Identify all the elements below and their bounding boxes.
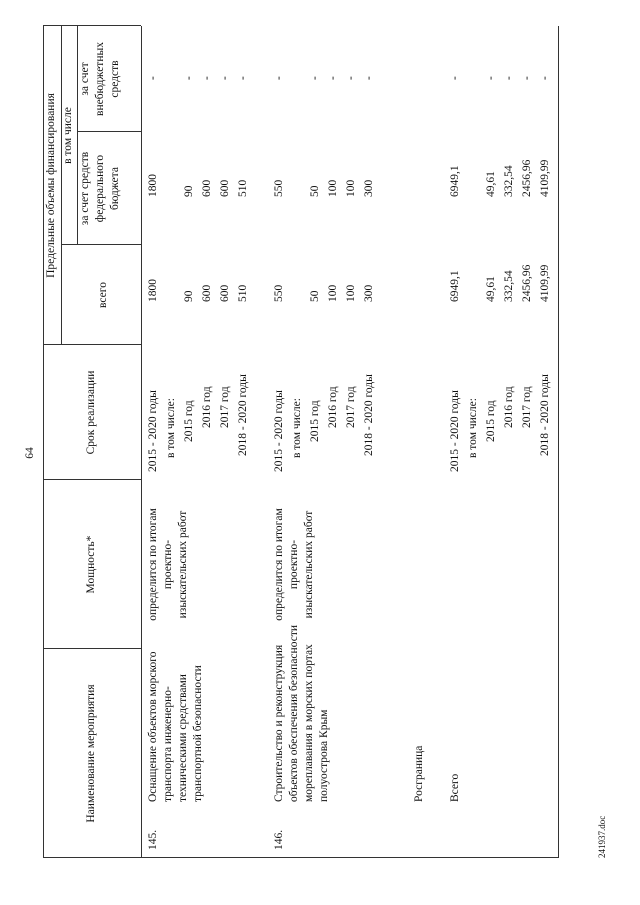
row-145-term-5: 2018 - 2020 годы	[237, 374, 249, 456]
row-146-federal-5: 300	[363, 179, 375, 197]
row-145-total-5: 510	[237, 284, 249, 302]
summary-federal-5: 4109,99	[539, 159, 551, 197]
row-145-number: 145.	[147, 829, 159, 850]
row-145-capacity-3: изыскательских работ	[177, 510, 189, 619]
section-title: Росграница	[413, 745, 425, 802]
row-145-capacity-2: проектно-	[162, 539, 174, 590]
header-term: Срок реализации	[85, 370, 97, 455]
header-extra-2: внебюджетных	[94, 42, 106, 116]
header-limits: Предельные объемы финансирования	[45, 93, 57, 278]
row-145-extra-0: -	[147, 76, 159, 80]
row-145-federal-5: 510	[237, 179, 249, 197]
header-bottom-rule	[141, 26, 142, 858]
summary-extra-4: -	[521, 76, 533, 80]
row-145-extra-4: -	[219, 76, 231, 80]
doc-id: 241937.doc	[597, 815, 607, 858]
row-146-capacity-1: определится по итогам	[273, 508, 285, 621]
row-146-name-1: Строительство и реконструкция	[273, 644, 285, 802]
row-146-extra-2: -	[309, 76, 321, 80]
summary-term-4: 2017 год	[521, 386, 533, 428]
row-145-total-2: 90	[183, 290, 195, 302]
row-145-total-0: 1800	[147, 279, 159, 302]
header-federal-1: за счет средств	[79, 151, 91, 226]
row-146-extra-5: -	[363, 76, 375, 80]
row-145-federal-2: 90	[183, 185, 195, 197]
summary-label: Всего	[449, 773, 461, 802]
row-146-total-3: 100	[327, 284, 339, 302]
row-146-total-5: 300	[363, 284, 375, 302]
row-145-total-3: 600	[201, 284, 213, 302]
row-146-extra-3: -	[327, 76, 339, 80]
row-145-term-4: 2017 год	[219, 386, 231, 428]
row-146-federal-4: 100	[345, 179, 357, 197]
row-146-number: 146.	[273, 829, 285, 850]
row-146-extra-4: -	[345, 76, 357, 80]
row-145-extra-3: -	[201, 76, 213, 80]
row-145-term-1: в том числе:	[165, 398, 177, 458]
summary-term-5: 2018 - 2020 годы	[539, 374, 551, 456]
row-145-extra-2: -	[183, 76, 195, 80]
row-146-term-5: 2018 - 2020 годы	[363, 374, 375, 456]
table-bottom-rule	[558, 26, 559, 858]
header-name: Наименование мероприятия	[85, 684, 97, 823]
row-146-name-3: мореплавания в морских портах	[303, 644, 315, 802]
row-146-term-0: 2015 - 2020 годы	[273, 390, 285, 472]
row-145-extra-5: -	[237, 76, 249, 80]
row-146-federal-3: 100	[327, 179, 339, 197]
row-145-term-0: 2015 - 2020 годы	[147, 390, 159, 472]
summary-extra-3: -	[503, 76, 515, 80]
page-number: 64	[24, 447, 36, 459]
row-146-term-3: 2016 год	[327, 386, 339, 428]
row-146-total-0: 550	[273, 284, 285, 302]
summary-extra-5: -	[539, 76, 551, 80]
header-extra-1: за счет	[79, 62, 91, 96]
header-extra-3: средств	[109, 60, 121, 98]
row-145-federal-4: 600	[219, 179, 231, 197]
summary-term-3: 2016 год	[503, 386, 515, 428]
row-145-name-1: Оснащение объектов морского	[147, 651, 159, 802]
row-146-total-4: 100	[345, 284, 357, 302]
row-145-name-3: техническими средствами	[177, 674, 189, 802]
summary-federal-2: 49,61	[485, 171, 497, 197]
summary-total-5: 4109,99	[539, 264, 551, 302]
row-145-term-2: 2015 год	[183, 400, 195, 442]
header-capacity: Мощность*	[85, 535, 97, 594]
row-145-name-4: транспортной безопасности	[192, 665, 204, 802]
left-margin-rule	[141, 857, 558, 858]
rotated-page	[20, 28, 620, 878]
row-146-term-4: 2017 год	[345, 386, 357, 428]
row-146-extra-0: -	[273, 76, 285, 80]
summary-extra-0: -	[449, 76, 461, 80]
row-146-federal-2: 50	[309, 185, 321, 197]
row-145-name-2: транспорта инженерно-	[162, 686, 174, 802]
summary-total-4: 2456,96	[521, 264, 533, 302]
row-146-term-1: в том числе:	[291, 398, 303, 458]
row-146-name-2: объектов обеспечения безопасности	[288, 624, 300, 802]
summary-federal-0: 6949,1	[449, 165, 461, 197]
header-total: всего	[97, 282, 109, 308]
row-145-term-3: 2016 год	[201, 386, 213, 428]
summary-total-2: 49,61	[485, 276, 497, 302]
header-federal-2: федерального	[94, 154, 106, 223]
row-145-federal-0: 1800	[147, 174, 159, 197]
summary-total-0: 6949,1	[449, 270, 461, 302]
summary-federal-4: 2456,96	[521, 159, 533, 197]
row-146-capacity-3: изыскательских работ	[303, 510, 315, 619]
row-146-capacity-2: проектно-	[288, 539, 300, 590]
summary-term-2: 2015 год	[485, 400, 497, 442]
summary-total-3: 332,54	[503, 270, 515, 302]
summary-term-0: 2015 - 2020 годы	[449, 390, 461, 472]
summary-extra-2: -	[485, 76, 497, 80]
row-146-name-4: полуострова Крым	[318, 709, 330, 802]
header-federal-3: бюджета	[109, 167, 121, 210]
row-146-total-2: 50	[309, 290, 321, 302]
row-145-total-4: 600	[219, 284, 231, 302]
header-including: в том числе	[62, 107, 74, 164]
row-145-capacity-1: определится по итогам	[147, 508, 159, 621]
row-146-federal-0: 550	[273, 179, 285, 197]
summary-federal-3: 332,54	[503, 165, 515, 197]
row-145-federal-3: 600	[201, 179, 213, 197]
summary-term-1: в том числе:	[467, 398, 479, 458]
row-146-term-2: 2015 год	[309, 400, 321, 442]
